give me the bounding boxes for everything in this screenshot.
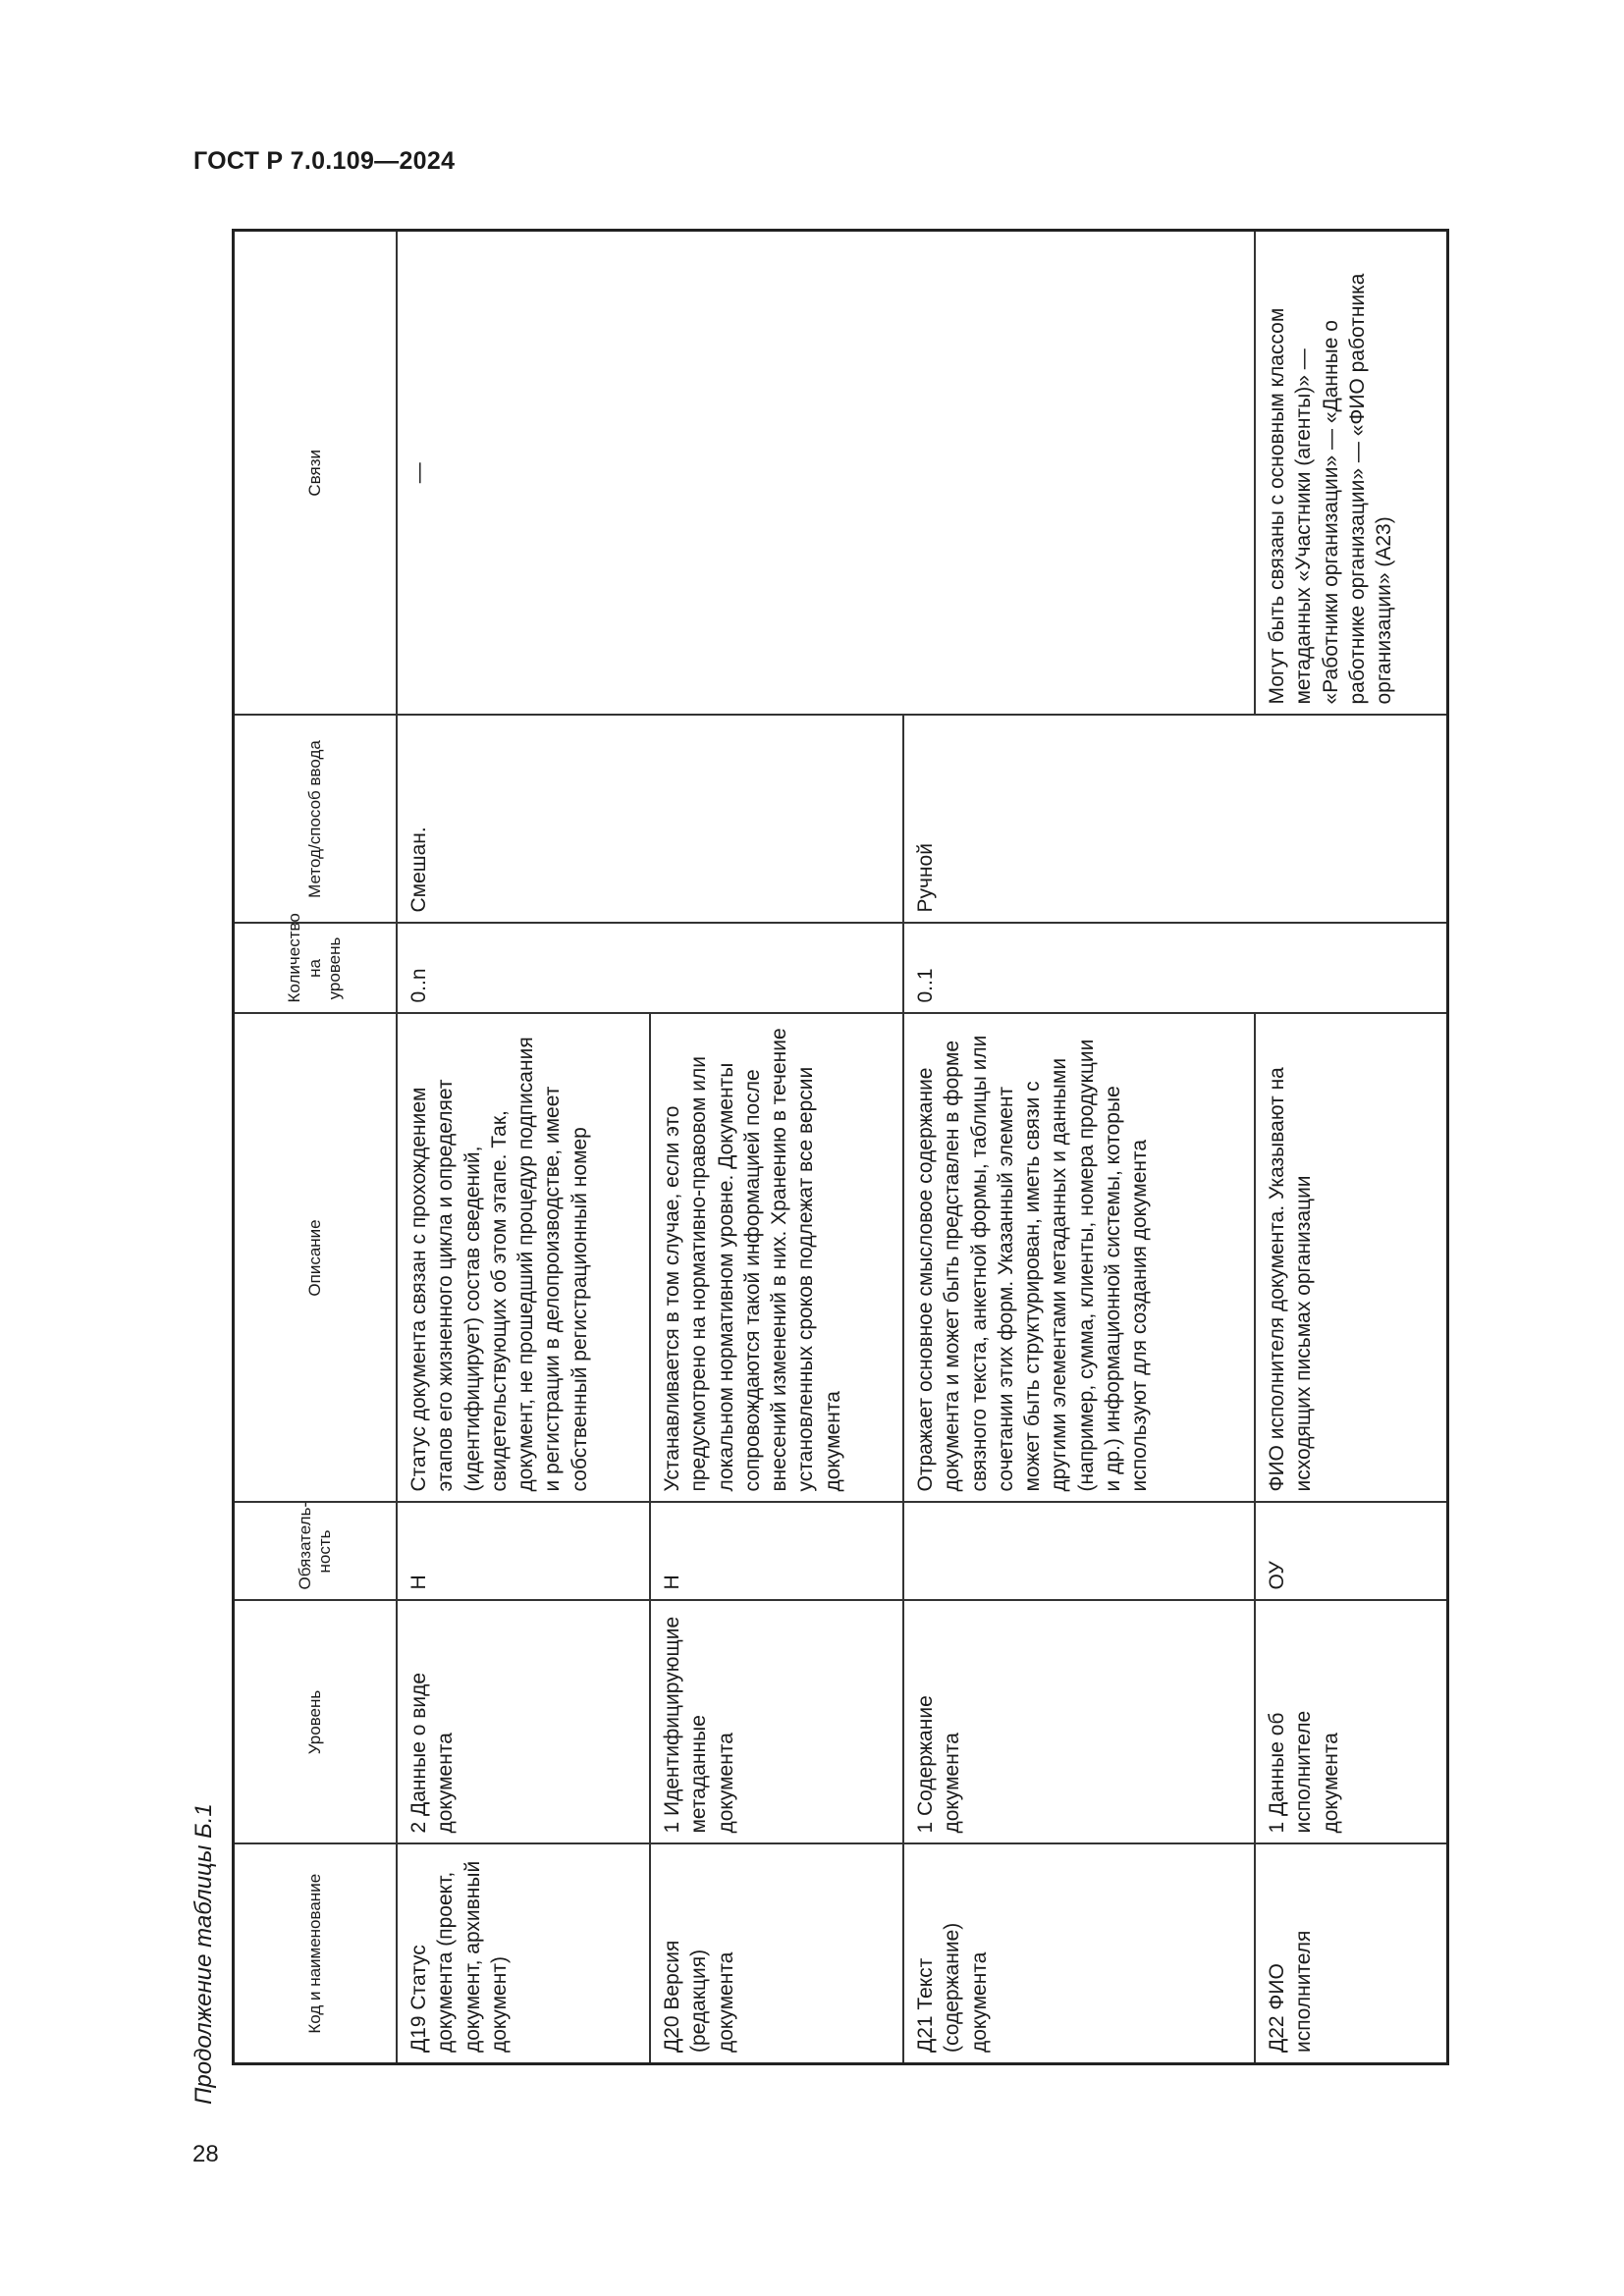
cell-mandatory: Н xyxy=(397,1503,650,1601)
cell-level: 1 Данные об исполнителе документа xyxy=(1255,1601,1448,1844)
header-level: Уровень xyxy=(234,1601,398,1844)
cell-level: 2 Данные о виде документа xyxy=(397,1601,650,1844)
cell-code: Д21 Текст (содержание) документа xyxy=(903,1844,1255,2064)
cell-links: — xyxy=(397,231,1255,716)
header-mandatory: Обязатель-ность xyxy=(234,1503,398,1601)
header-method: Метод/способ ввода xyxy=(234,716,398,924)
cell-code: Д19 Статус документа (проект, документ, архивный документ) xyxy=(397,1844,650,2064)
table-row xyxy=(397,231,650,2064)
cell-mandatory xyxy=(903,1503,1255,1601)
header-description: Описание xyxy=(234,1014,398,1503)
cell-level: 1 Содержание документа xyxy=(903,1601,1255,1844)
cell-method: Смешан. xyxy=(397,716,903,924)
table-caption: Продолжение таблицы Б.1 xyxy=(190,1803,217,2105)
table-header-row xyxy=(234,231,398,2064)
cell-code: Д20 Версия (редакция) документа xyxy=(650,1844,903,2064)
cell-code: Д22 ФИО исполнителя xyxy=(1255,1844,1448,2064)
header-code: Код и наименование xyxy=(234,1844,398,2064)
table-row xyxy=(1255,231,1448,2064)
cell-level: 1 Идентифицирующие метаданные документа xyxy=(650,1601,903,1844)
header-quantity: Количество на уровень xyxy=(234,924,398,1014)
standard-designation: ГОСТ Р 7.0.109—2024 xyxy=(193,147,456,175)
cell-mandatory: ОУ xyxy=(1255,1503,1448,1601)
cell-description: Статус документа связан с прохождением этапов его жизненного цикла и определяет (идентифицирует) состав сведений, свидетельствующих об этом этапе. Так, документ, не прошедший процедур подписания и регистрации в делопроизводстве, имеет собственный регистрационный номер xyxy=(397,1014,650,1503)
cell-method: Ручной xyxy=(903,716,1448,924)
rotated-table-container xyxy=(232,232,1426,2065)
cell-description: Отражает основное смысловое содержание документа и может быть представлен в форме связного текста, анкетной формы, таблицы или сочетании этих форм. Указанный элемент может быть структурирован, иметь связи с другими элементами метаданных и данными (например, сумма, клиенты, номера продукции и др.) информационной системы, которые используют для создания документа xyxy=(903,1014,1255,1503)
metadata-table xyxy=(232,229,1449,2065)
header-links: Связи xyxy=(234,231,398,716)
cell-description: ФИО исполнителя документа. Указывают на исходящих письмах организации xyxy=(1255,1014,1448,1503)
cell-quantity: 0..1 xyxy=(903,924,1448,1014)
page-number: 28 xyxy=(192,2141,219,2167)
cell-description: Устанавливается в том случае, если это предусмотрено на нормативно-правовом или локальном нормативном уровне. Документы сопровождаются такой информацией после внесений изменений в них. Хранению в течение установленных сроков подлежат все версии документа xyxy=(650,1014,903,1503)
cell-mandatory: Н xyxy=(650,1503,903,1601)
cell-links: Могут быть связаны с основным классом метаданных «Участники (агенты)» — «Работники организации» — «Данные о работнике организации» — «ФИО работника организации» (А23) xyxy=(1255,231,1448,716)
cell-quantity: 0..n xyxy=(397,924,903,1014)
